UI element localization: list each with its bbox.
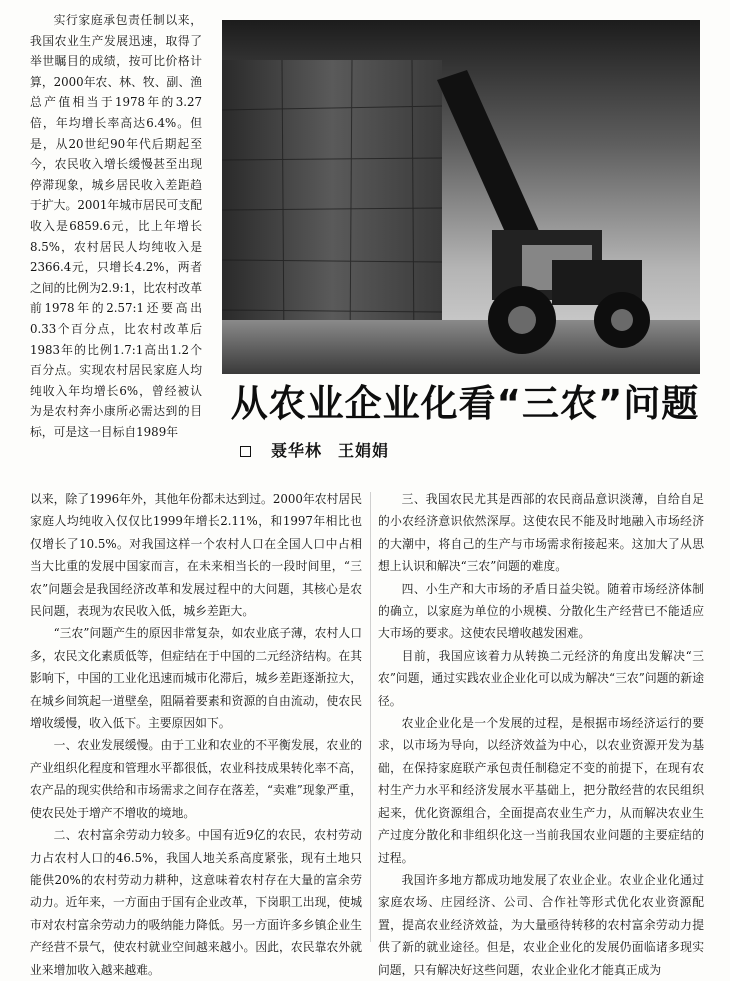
paragraph: 以来，除了1996年外，其他年份都未达到过。2000年农村居民家庭人均纯收入仅仅比1999年增长2.11%，和1997年相比也仅增长了10.5%。对我国这样一个农村人口在全国人口中占相当大比重的发展中国家而言，在未来相当长的一段时间里，“三农”问题会是我国经济改革和发展过程中的大问题，其核心是农民问题，表现为农民收入低，城乡差距大。 [30,492,362,619]
column-divider [370,492,371,942]
paragraph: 四、小生产和大市场的矛盾日益尖锐。随着市场经济体制的确立，以家庭为单位的小规模、分散化生产经营已不能适应大市场的要求。这使农民增收越发困难。 [378,581,704,641]
author-name-1: 聂华林 [271,441,323,460]
author-line [240,438,405,464]
intro-paragraph: 实行家庭承包责任制以来，我国农业生产发展迅速，取得了举世瞩目的成绩，按可比价格计算，2000年农、林、牧、副、渔总产值相当于1978年的3.27倍，年均增长率高达6.4%。但是，从20世纪90年代后期起至今，农民收入增长缓慢甚至出现停滞现象，城乡居民收入差距趋于扩大。2001年城市居民可支配收入是6859.6元，比上年增长8.5%，农村居民人均纯收入是2366.4元，只增长4.2%，两者之间的比例为2.9:1，比农村改革前1978年的2.57:1还要高出0.33个百分点，比农村改革后1983年的比例1.7:1高出1.2个百分点。实现农村居民家庭人均纯收入年均增长6%，曾经被认为是农村奔小康所必需达到的目标，可是这一目标自1989年 [30,13,202,439]
paragraph: 一、农业发展缓慢。由于工业和农业的不平衡发展，农业的产业组织化程度和管理水平都很低，农业科技成果转化率不高，农产品的现实供给和市场需求之间存在落差，“卖难”现象严重，使农民处于增产不增收的境地。 [30,738,362,820]
paragraph: 我国许多地方都成功地发展了农业企业。农业企业化通过家庭农场、庄园经济、公司、合作社等形式优化农业资源配置，提高农业经济效益，为大量亟待转移的农村富余劳动力提供了新的就业途径。但是，农业企业化的发展仍面临诸多现实问题，只有解决好这些问题，农业企业化才能真正成为 [378,872,704,977]
right-column [378,488,704,981]
tractor-hay-photo [222,20,700,374]
author-name-2: 王娟娟 [338,441,390,460]
intro-column [30,10,202,442]
photo-image [222,20,700,374]
paragraph: “三农”问题产生的原因非常复杂，如农业底子薄，农村人口多，农民文化素质低等，但症结在于中国的二元经济结构。在其影响下，中国的工业化迅速而城市化滞后，城乡差距逐渐拉大，在城乡间筑起一道壁垒，阻隔着要素和资源的自由流动，使农民增收缓慢，收入低下。主要原因如下。 [30,626,362,731]
square-bullet-icon [240,446,251,457]
paragraph: 农业企业化是一个发展的过程，是根据市场经济运行的要求，以市场为导向，以经济效益为中心，以农业资源开发为基础，在保持家庭联产承包责任制稳定不变的前提下，在现有农村生产力水平和经济发展水平基础上，把分散经营的农民组织起来，优化资源组合，全面提高农业生产力，从而解决农业生产过度分散化和非组织化这一当前我国农业问题的主要症结的过程。 [378,716,704,865]
paragraph: 二、农村富余劳动力较多。中国有近9亿的农民，农村劳动力占农村人口的46.5%，我国人地关系高度紧张，现有土地只能供20%的农村劳动力耕种，这意味着农村存在大量的富余劳动力。近年来，一方面由于国有企业改革，下岗职工出现，使城市对农村富余劳动力的吸纳能力降低。另一方面许多乡镇企业生产经营不景气，使农村就业空间越来越小。因此，农民靠农外就业来增加收入越来越难。 [30,828,362,977]
article-title: 从农业企业化看“三农”问题 [230,382,700,425]
left-column [30,488,362,981]
paragraph: 目前，我国应该着力从转换二元经济的角度出发解决“三农”问题，通过实践农业企业化可以成为解决“三农”问题的新途径。 [378,648,704,708]
paragraph: 三、我国农民尤其是西部的农民商品意识淡薄，自给自足的小农经济意识依然深厚。这使农民不能及时地融入市场经济的大潮中，将自己的生产与市场需求衔接起来。这加大了从思想上认识和解决“三农”问题的难度。 [378,492,704,574]
